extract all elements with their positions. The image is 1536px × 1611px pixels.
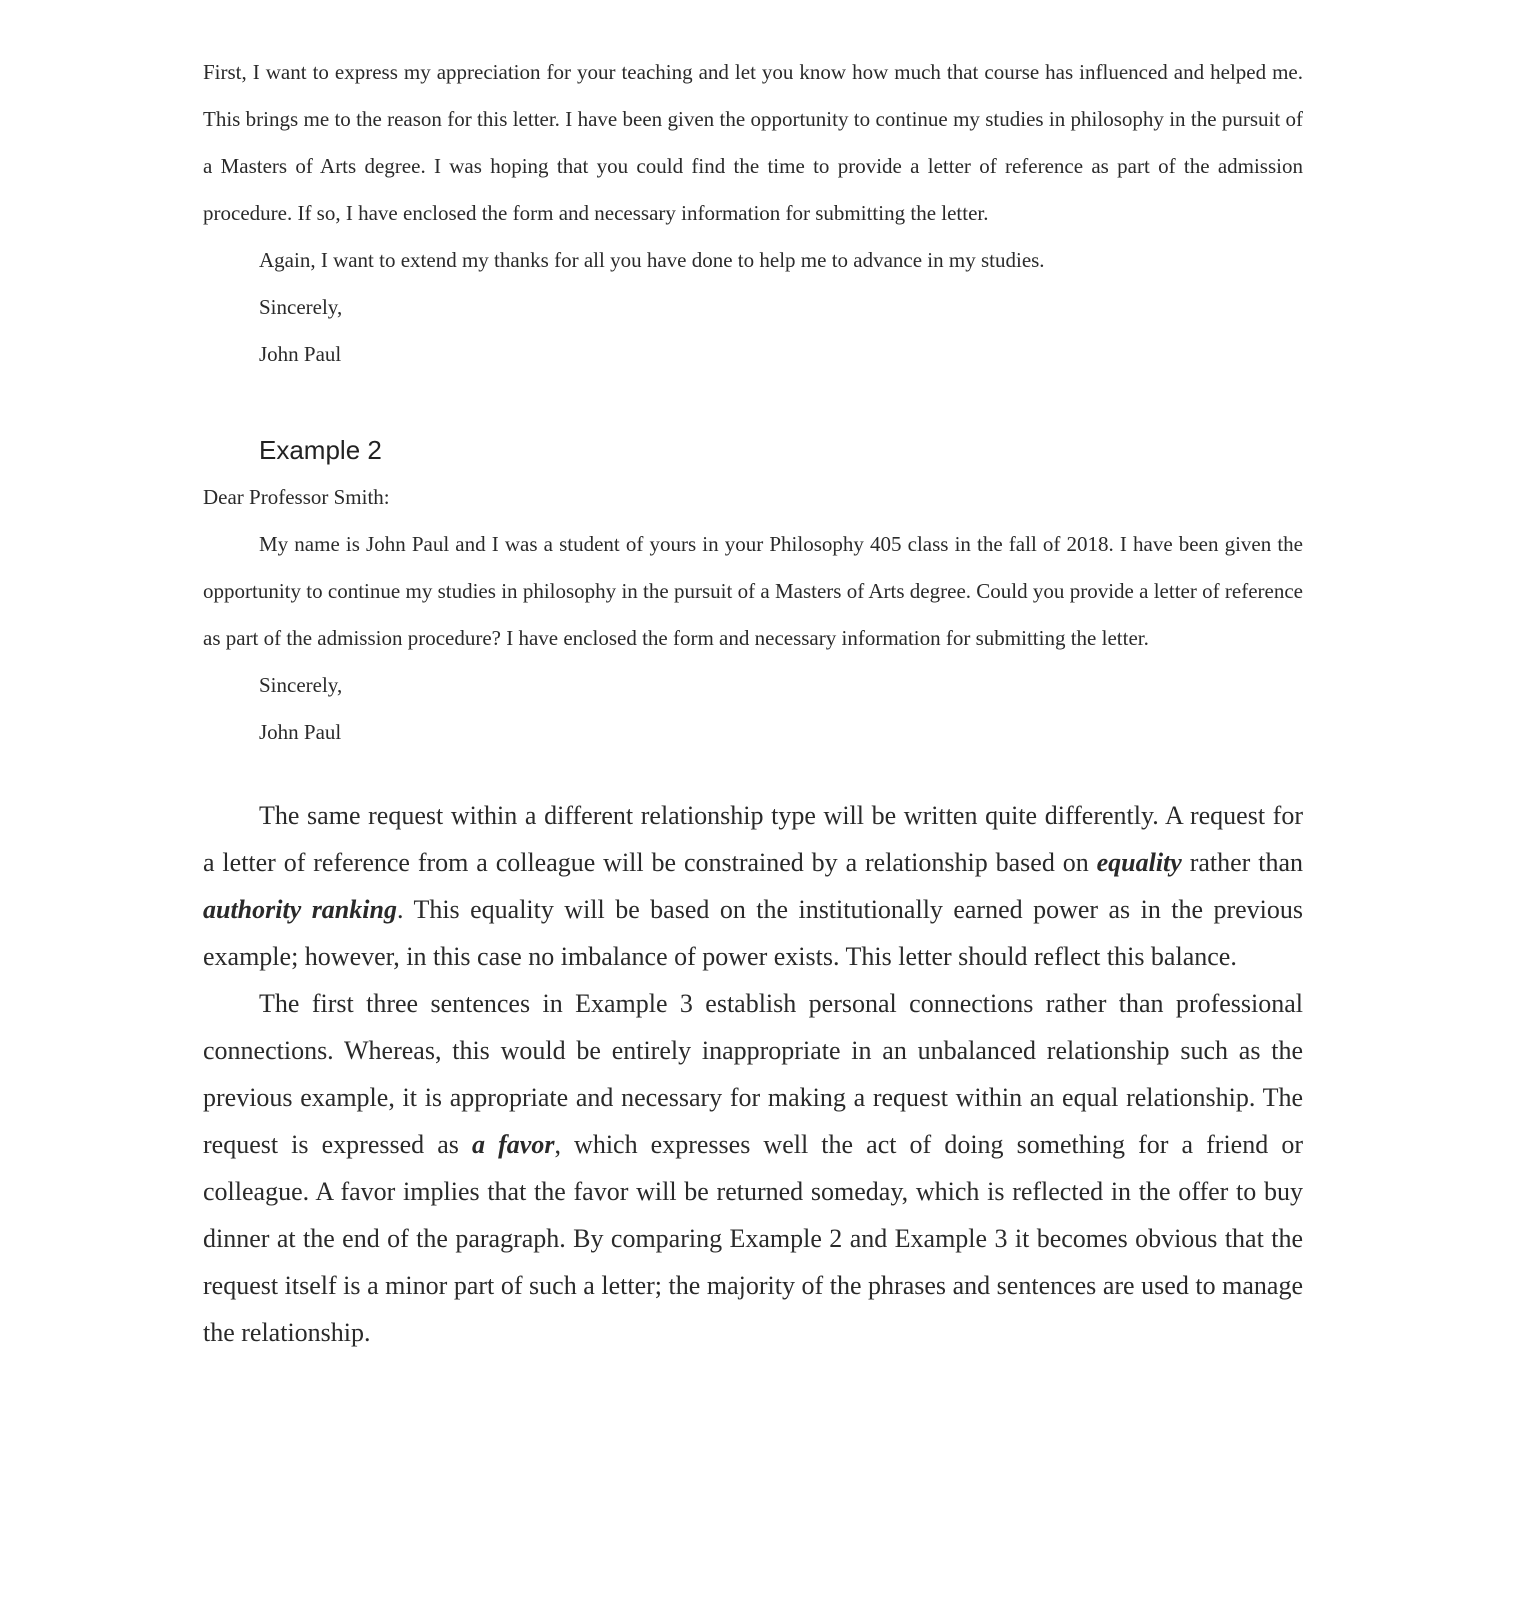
section-spacer <box>203 756 1303 792</box>
text-run: rather than <box>1181 848 1303 877</box>
letter-body: My name is John Paul and I was a student of yours in your Philosophy 405 class in the fall of 2018. I have been given the opportunity to continue my studies in philosophy in the pursuit of a Masters of Arts degree. Could you provide a letter of reference as part of the admission procedure? I have enclosed the form and necessary information for submitting the letter. <box>203 532 1303 650</box>
letter-sign-off: Sincerely, <box>259 673 343 697</box>
letter-sign-off: Sincerely, <box>259 295 343 319</box>
key-term: authority ranking <box>203 895 397 924</box>
letter-signature: John Paul <box>259 720 342 744</box>
text-run: , which expresses well the act of doing something for a friend or colleague. A favor implies that the favor will be returned someday, which is reflected in the offer to buy dinner at the end of the paragraph. By comparing Example 2 and Example 3 it becomes obvious that the request itself is a minor part of such a letter; the majority of the phrases and sentences are used to manage the relationship. <box>203 1130 1303 1347</box>
body-paragraph <box>203 980 1303 1356</box>
letter-salutation: Dear Professor Smith: <box>203 485 390 509</box>
letter-paragraph: First, I want to express my appreciation for your teaching and let you know how much that course has influenced and helped me. This brings me to the reason for this letter. I have been given the opportunity to continue my studies in philosophy in the pursuit of a Masters of Arts degree. I was hoping that you could find the time to provide a letter of reference as part of the admission procedure. If so, I have enclosed the form and necessary information for submitting the letter. <box>203 60 1303 225</box>
discussion-text <box>203 792 1303 1356</box>
text-run: The first three sentences in Example 3 establish personal connections rather than professional connections. Whereas, this would be entirely inappropriate in an unbalanced relationship such as the previous example, it is appropriate and necessary for making a request within an equal relationship. The request is expressed as <box>203 989 1303 1159</box>
text-run: . This equality will be based on the institutionally earned power as in the previous example; however, in this case no imbalance of power exists. This letter should reflect this balance. <box>203 895 1304 971</box>
letter-signature: John Paul <box>259 342 342 366</box>
section-heading: Example 2 <box>259 435 382 465</box>
document-page <box>203 49 1303 1356</box>
text-run: The same request within a different relationship type will be written quite differently. A request for a letter of reference from a colleague will be constrained by a relationship based on <box>203 801 1303 877</box>
key-term: a favor <box>472 1130 555 1159</box>
key-term: equality <box>1096 848 1182 877</box>
example-2-letter <box>203 427 1303 756</box>
example-1-letter <box>203 49 1303 378</box>
letter-closing-paragraph: Again, I want to extend my thanks for all you have done to help me to advance in my studies. <box>259 248 1045 272</box>
body-paragraph <box>203 792 1303 980</box>
section-spacer <box>203 378 1303 427</box>
